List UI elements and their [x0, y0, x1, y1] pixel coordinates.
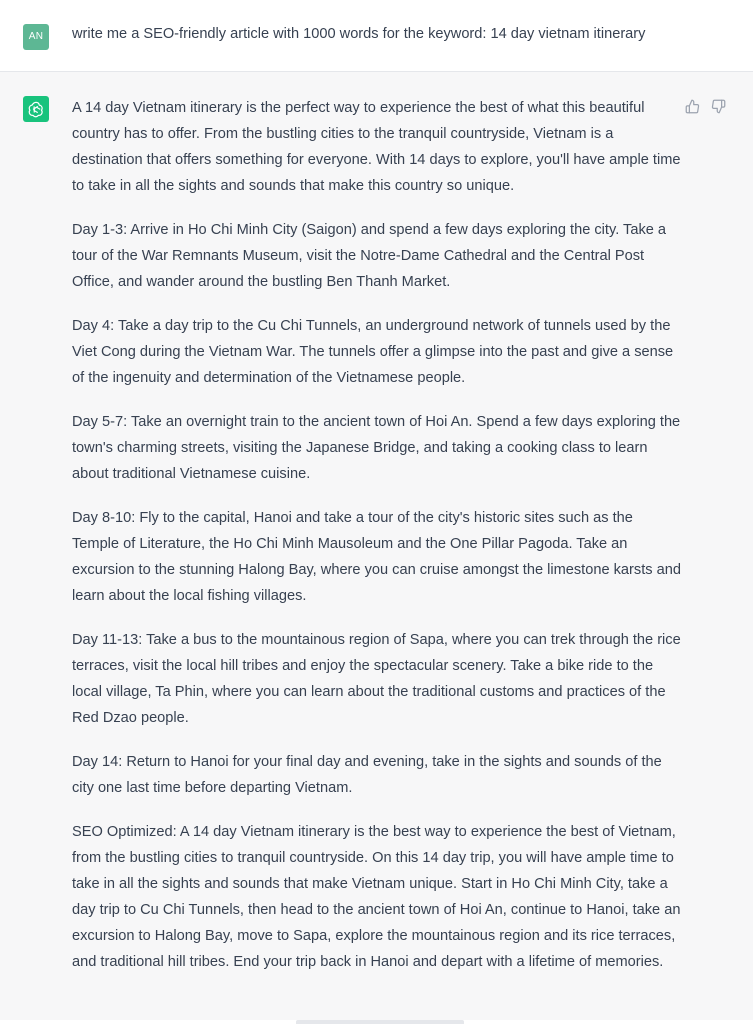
user-prompt-text: write me a SEO-friendly article with 1000 words for the keyword: 14 day vietnam itinerary	[72, 26, 646, 42]
assistant-message-row	[0, 72, 753, 1024]
response-paragraph: Day 11-13: Take a bus to the mountainous region of Sapa, where you can trek through the rice terraces, visit the local hill tribes and enjoy the spectacular scenery. Take a bike ride to the local village, Ta Phin, where you can learn about the traditional customs and practices of the Red Dzao people.	[72, 632, 681, 726]
response-paragraph: A 14 day Vietnam itinerary is the perfect way to experience the best of what this beautiful country has to offer. From the bustling cities to the tranquil countryside, Vietnam is a destination that offers something for everyone. With 14 days to explore, you'll have ample time to take in all the sights and sounds that make this country so unique.	[72, 100, 681, 194]
response-paragraph: Day 5-7: Take an overnight train to the ancient town of Hoi An. Spend a few days exploring the town's charming streets, visiting the Japanese Bridge, and taking a cooking class to learn about traditional Vietnamese cuisine.	[72, 414, 681, 482]
assistant-response	[72, 95, 682, 993]
feedback-buttons	[684, 98, 726, 114]
response-paragraph: Day 4: Take a day trip to the Cu Chi Tunnels, an underground network of tunnels used by the Viet Cong during the Vietnam War. The tunnels offer a glimpse into the past and give a sense of the ingenuity and determination of the Vietnamese people.	[72, 318, 674, 386]
openai-logo-icon	[23, 96, 49, 122]
thumbs-up-icon[interactable]	[684, 98, 700, 114]
user-avatar: AN	[23, 24, 49, 50]
thumbs-down-icon[interactable]	[710, 98, 726, 114]
response-paragraph: Day 1-3: Arrive in Ho Chi Minh City (Saigon) and spend a few days exploring the city. Take a tour of the War Remnants Museum, visit the Notre-Dame Cathedral and the Central Post Office, and wander around the bustling Ben Thanh Market.	[72, 222, 667, 290]
bottom-input-edge	[0, 1020, 753, 1024]
user-message-row	[0, 0, 753, 72]
response-paragraph: Day 8-10: Fly to the capital, Hanoi and take a tour of the city's historic sites such as the Temple of Literature, the Ho Chi Minh Mausoleum and the One Pillar Pagoda. Take an excursion to the stunning Halong Bay, where you can cruise amongst the limestone karsts and learn about the local fishing villages.	[72, 510, 681, 604]
response-paragraph: SEO Optimized: A 14 day Vietnam itinerary is the best way to experience the best of Vietnam, from the bustling cities to tranquil countryside. On this 14 day trip, you will have ample time to take in all the sights and sounds that make Vietnam unique. Start in Ho Chi Minh City, take a day trip to Cu Chi Tunnels, then head to the ancient town of Hoi An, continue to Hanoi, take an excursion to Halong Bay, move to Sapa, explore the mountainous region and its rice terraces, and traditional hill tribes. End your trip back in Hanoi and depart with a lifetime of memories.	[72, 824, 681, 970]
input-box-edge	[296, 1020, 464, 1024]
response-paragraph: Day 14: Return to Hanoi for your final day and evening, take in the sights and sounds of the city one last time before departing Vietnam.	[72, 754, 662, 796]
